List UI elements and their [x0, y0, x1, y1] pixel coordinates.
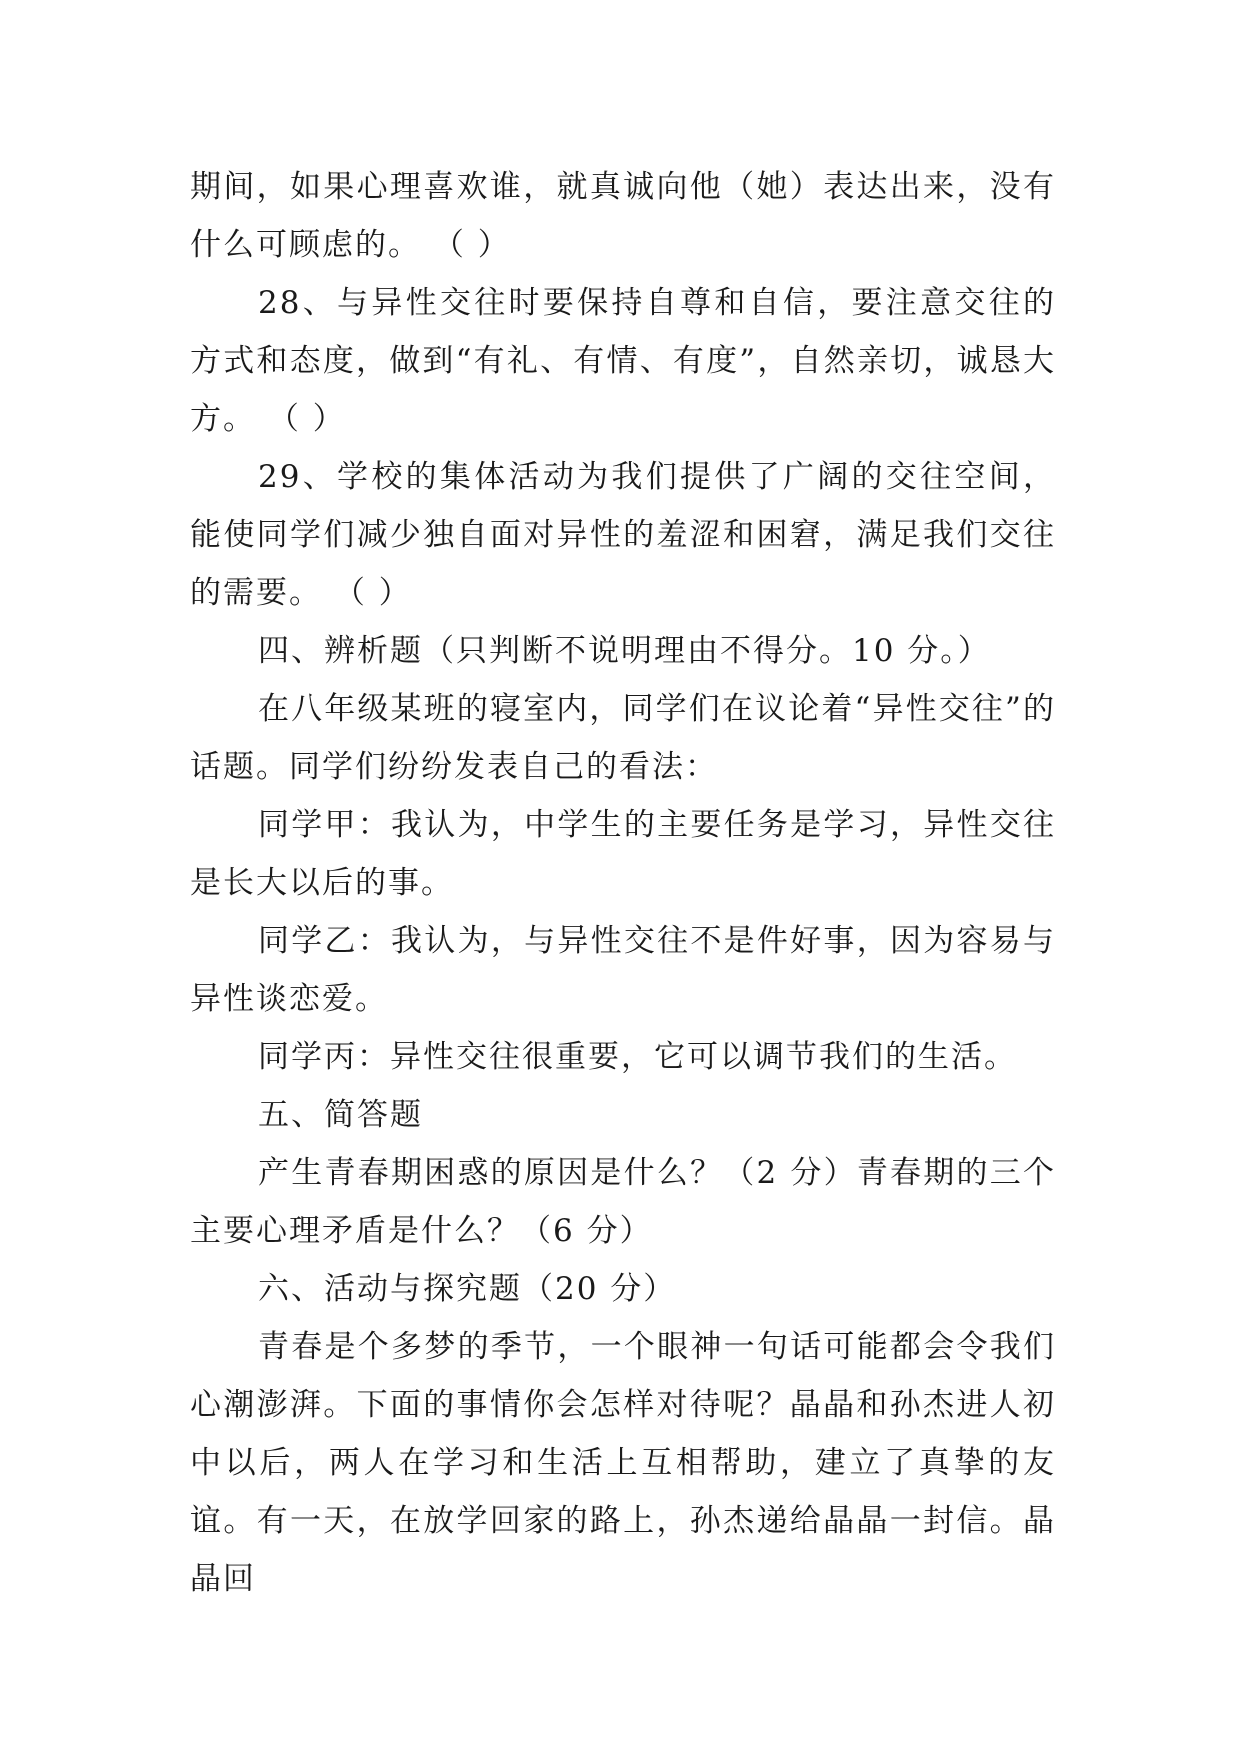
paragraph-27-continued: 期间，如果心理喜欢谁，就真诚向他（她）表达出来，没有什么可顾虑的。 （ ） [190, 169, 1056, 263]
paragraph-student-a: 同学甲：我认为，中学生的主要任务是学习，异性交往是长大以后的事。 [190, 807, 1056, 901]
paragraph-question-28: 28、与异性交往时要保持自尊和自信，要注意交往的方式和态度，做到“有礼、有情、有度”，自然亲切，诚恳大方。 （ ） [190, 285, 1056, 437]
document-body [190, 158, 1056, 1608]
paragraph-student-c: 同学丙：异性交往很重要，它可以调节我们的生活。 [258, 1039, 1017, 1075]
paragraph-short-answer-question: 产生青春期困惑的原因是什么？（2 分）青春期的三个主要心理矛盾是什么？（6 分） [190, 1155, 1056, 1249]
section-heading-short-answer: 五、简答题 [258, 1097, 423, 1133]
paragraph-question-29: 29、学校的集体活动为我们提供了广阔的交往空间，能使同学们减少独自面对异性的羞涩和困窘，满足我们交往的需要。 （ ） [190, 459, 1056, 611]
paragraph-activity-story: 青春是个多梦的季节，一个眼神一句话可能都会令我们心潮澎湃。下面的事情你会怎样对待呢？晶晶和孙杰进人初中以后，两人在学习和生活上互相帮助，建立了真挚的友谊。有一天，在放学回家的路上，孙杰递给晶晶一封信。晶晶回 [190, 1329, 1056, 1597]
paragraph-analysis-intro: 在八年级某班的寝室内，同学们在议论着“异性交往”的话题。同学们纷纷发表自己的看法： [190, 691, 1056, 785]
paragraph-student-b: 同学乙：我认为，与异性交往不是件好事，因为容易与异性谈恋爱。 [190, 923, 1056, 1017]
section-heading-analysis: 四、辨析题（只判断不说明理由不得分。10 分。） [258, 633, 991, 669]
section-heading-activity: 六、活动与探究题（20 分） [258, 1271, 677, 1307]
